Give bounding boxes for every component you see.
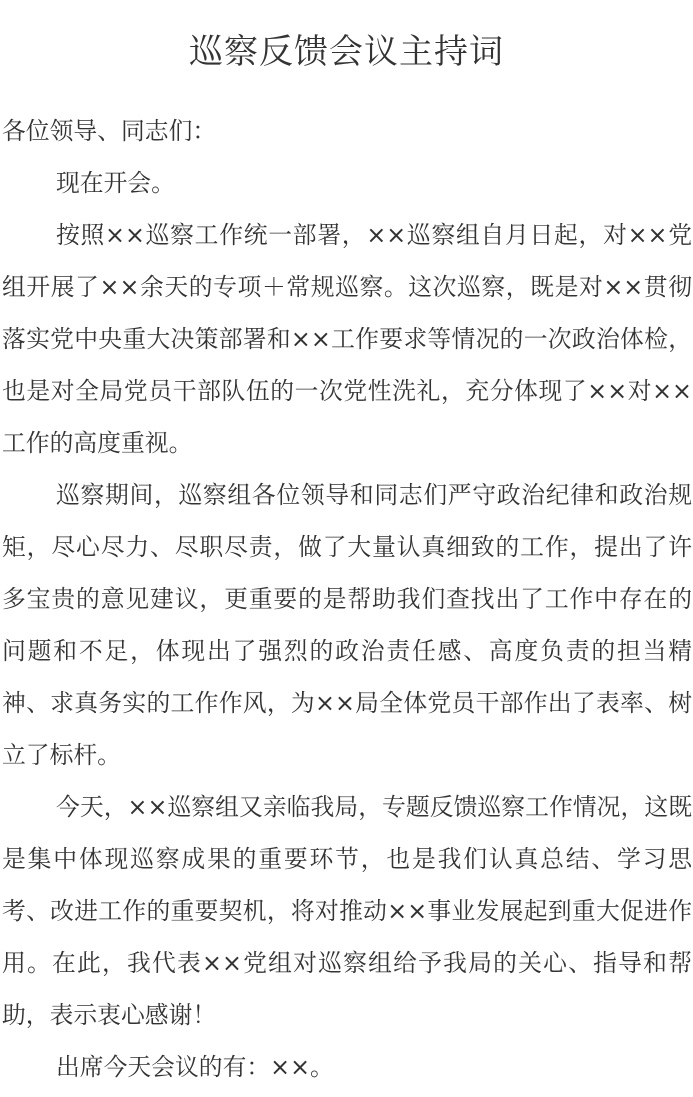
salutation: 各位领导、同志们： xyxy=(2,117,217,145)
paragraph-opening: 现在开会。 xyxy=(56,169,175,197)
document-body xyxy=(2,105,692,1093)
paragraph-thanks: 今天，××巡察组又亲临我局，专题反馈巡察工作情况，这既是集中体现巡察成果的重要环节，也是我们认真总结、学习思考、改进工作的重要契机，将对推动××事业发展起到重大促进作用。在此，我代表××党组对巡察组给予我局的关心、指导和帮助，表示衷心感谢！ xyxy=(2,793,692,1029)
paragraph-attendees: 出席今天会议的有：××。 xyxy=(56,1053,334,1081)
paragraph-inspection-work: 巡察期间，巡察组各位领导和同志们严守政治纪律和政治规矩，尽心尽力、尽职尽责，做了大量认真细致的工作，提出了许多宝贵的意见建议，更重要的是帮助我们查找出了工作中存在的问题和不足，体现出了强烈的政治责任感、高度负责的担当精神、求真务实的工作作风，为××局全体党员干部作出了表率、树立了标杆。 xyxy=(2,481,692,769)
paragraph-background: 按照××巡察工作统一部署，××巡察组自月日起，对××党组开展了××余天的专项＋常规巡察。这次巡察，既是对××贯彻落实党中央重大决策部署和××工作要求等情况的一次政治体检，也是对全局党员干部队伍的一次党性洗礼，充分体现了××对××工作的高度重视。 xyxy=(2,221,692,457)
document-title: 巡察反馈会议主持词 xyxy=(189,32,504,72)
